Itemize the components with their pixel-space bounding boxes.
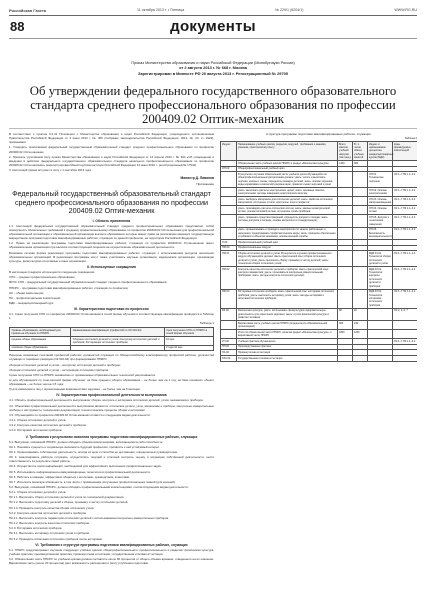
table-caption: Структура программы подготовки квалифицированных рабочих, служащих	[266, 132, 371, 136]
section-title: документы	[170, 18, 256, 35]
paragraph: В соответствии с пунктом 5.2.41 Положения о Министерстве образования и науки Российской Федерации, утвержденного постановлением Правительства Российской Федерации от 3 июня 2013 г. № 466 (Собрание законодательства Российской Федерации, 2013, № 23, ст. 2923), приказываю:	[9, 132, 214, 145]
table-cell: ОП.04. Основы оптики	[368, 206, 393, 215]
table-cell: ОК 2, 3, 6, 7	[393, 308, 418, 320]
table-row	[221, 215, 418, 227]
table-row	[221, 172, 418, 188]
headline-rule	[9, 128, 417, 129]
table-cell: Промежуточная аттестация	[237, 350, 338, 356]
paragraph: 3.1. Сроки получения СПО по профессии 200409.02 Оптик-механик в очной форме обучения и соответствующие квалификации приводятся в Таблице 1.	[9, 312, 214, 321]
appendix-label: Приложение	[196, 182, 214, 187]
table-cell: ОК 1–7 ПК 1.1–3.2	[393, 172, 418, 188]
signature: Министр Д. Ливанов	[180, 176, 214, 181]
table-row	[221, 188, 418, 197]
table-cell: уметь: организовывать и проводить мероприятия по защите работающих и населения; предпринимать профилактические меры; знать: принципы обеспечения устойчивости объектов экономики, основы военной службы;	[237, 227, 338, 239]
table-cell	[221, 188, 237, 197]
table-cell	[338, 206, 353, 215]
table-cell	[393, 321, 418, 330]
table-cell: 2 года 10 мес.	[164, 345, 213, 351]
paragraph: Перечень возможных сочетаний профессий рабочих, должностей служащих по Общероссийскому классификатору профессий рабочих, должностей служащих и тарифных разрядов (ОК 016-94) при формировании ППКРС:	[9, 353, 214, 362]
table-cell: УП.00	[221, 339, 237, 345]
table-cell	[393, 356, 418, 362]
table-cell	[338, 356, 353, 362]
table-cell: ОП.05. Допуски и технические измерения	[368, 215, 393, 227]
table-cell: 1800	[338, 330, 353, 339]
table-cell	[353, 251, 368, 267]
table-header-row	[221, 142, 418, 161]
order-registration: Зарегистрирован в Минюсте РФ 20 августа 2013 г. Регистрационный № 29705	[138, 70, 288, 76]
paragraph: 1.2. Право на реализацию программы подготовки квалифицированных рабочих, служащих по профессии 200409.02 Оптик-механик имеет образовательная организация при наличии соответствующей лицензии на осуществление образовательной деятельности.	[9, 241, 214, 250]
table-cell: Профессиональные модули	[237, 245, 338, 251]
paragraph: 5.2. Выпускник, освоивший ППКРС, должен обладать профессиональными компетенциями, соответствующими видам деятельности:	[9, 484, 189, 489]
paragraph: 4.1. Область профессиональной деятельности выпускников: сборка, контроль и юстировка оптических деталей, узлов, механизмов и приборов.	[9, 398, 204, 403]
table-cell: ПМ.00	[221, 245, 237, 251]
paragraph: ОК 6. Работать в команде, эффективно общаться с коллегами, руководством, клиентами.	[9, 474, 130, 479]
table-cell: уметь: производить расчеты оптических систем; знать: законы геометрической оптики, основы волновой оптики, оптические схемы приборов;	[237, 206, 338, 215]
paragraph: ПК 2.2. Выполнять контроль качества оптических приборов.	[9, 521, 90, 526]
paragraph: ОК 3. Анализировать рабочую ситуацию, осуществлять текущий и итоговый контроль, оценку и коррекцию собственной деятельности, нести ответственность за результаты своей работы.	[9, 455, 214, 464]
paragraph: 4.3. Обучающийся по профессии 200409.02 Оптик-механик готовится к следующим видам деятельности:	[9, 412, 151, 417]
paragraph: В настоящем стандарте используются следующие сокращения:	[9, 270, 95, 275]
paragraph: ОК 1. Понимать сущность и социальную значимость будущей профессии, проявлять к ней устойчивый интерес.	[9, 444, 160, 449]
paragraph: ПК – профессиональная компетенция;	[9, 295, 61, 300]
table-cell	[353, 188, 368, 197]
table-cell	[353, 289, 368, 308]
section-heading: IV. Характеристика профессиональной деятельности выпускников	[56, 393, 167, 398]
table-cell: П.00	[221, 240, 237, 246]
issue-number: № 229/1 (6204/1)	[275, 8, 304, 12]
table-cell	[338, 251, 353, 267]
paragraph: 1.1. Настоящий федеральный государственный образовательный стандарт среднего профессионального образования представляет собой совокупность обязательных требований к среднему профессиональному образованию по профессии 200409.02 Оптик-механик для профессиональной образовательной организации и образовательной организации высшего образования, которые имеют право на реализацию имеющих государственную аккредитацию программ подготовки квалифицированных рабочих, служащих по данной профессии, на территории Российской Федерации.	[9, 223, 214, 241]
table-cell	[221, 330, 237, 339]
table-cell	[221, 321, 237, 330]
table-cell: Юстировка оптических приборов. иметь практический опыт юстировки оптических приборов; уметь: выполнять юстировку узлов; знать: методы юстировки и испытаний оптических приборов;	[237, 289, 338, 308]
qualification-table	[9, 327, 214, 351]
section-rule	[9, 38, 417, 39]
table-cell: ПМ.01	[221, 251, 237, 267]
table-cell: Вариативная часть учебных циклов ППКРС (определяется образовательной организацией)	[237, 321, 338, 330]
paragraph: 5.2.3. Юстировка оптических приборов.	[9, 526, 63, 531]
headline: Об утверждении федерального государственного образовательного стандарта среднего профессионального образования по профессии 200409.02 Оптик-механик	[29, 84, 397, 127]
paragraph: ПК 2.1. Выполнять контроль параметров оптических деталей с использованием контрольно-измерительных приборов.	[9, 515, 169, 520]
table-cell	[221, 206, 237, 215]
table-cell: ОК 1–7 ПК 3.1–3.2	[393, 289, 418, 308]
paragraph: ПК 1.1. Выполнять сборку оптических деталей и узлов по технической документации.	[9, 495, 125, 500]
section-heading: II. Используемые сокращения	[87, 265, 136, 270]
paragraph: 4.3.1. Сборка оптических деталей и узлов.	[9, 418, 67, 423]
intro-paragraphs	[9, 132, 214, 172]
site-link[interactable]: WWW.RG.RU	[394, 8, 417, 12]
table-header-cell: Коды формируемых компетенций	[393, 142, 418, 161]
table-cell	[353, 356, 368, 362]
table-cell: ПП.00	[221, 344, 237, 350]
top-rule	[9, 15, 417, 16]
table-cell: Учебная практика обучающихся	[237, 339, 338, 345]
program-structure-table	[220, 141, 417, 362]
table-cell: ПМ.02	[221, 267, 237, 290]
table-row	[10, 337, 214, 346]
table-cell	[338, 267, 353, 290]
table-label: Таблица 1	[199, 321, 214, 326]
paragraph: 1. Утвердить прилагаемый федеральный государственный образовательный стандарт среднего профессионального образования по профессии 200409.02 Оптик-механик.	[9, 145, 214, 154]
paragraph: ПК 3.1. Выполнять юстировку оптических узлов и приборов.	[9, 531, 90, 536]
table-cell: ОП.03. Основы материаловедения	[369, 197, 392, 205]
paragraph: ПК 3.2. Проводить испытания оптических приборов после юстировки.	[9, 536, 103, 541]
section-heading: III. Характеристика подготовки по профессии	[74, 307, 149, 312]
table-row	[221, 356, 418, 362]
table-cell: ОК 1–7 ПК 2.1–2.2	[393, 267, 418, 290]
paragraph: ППКРС – программа подготовки квалифицированных рабочих, служащих по профессии;	[9, 285, 129, 290]
table-row	[221, 206, 418, 215]
table-cell	[338, 227, 353, 239]
table-row	[221, 321, 418, 330]
paragraph: 4.2. Объектами профессиональной деятельности выпускников являются: оптические детали, узлы, механизмы и приборы; контрольно-измерительные приборы и инструменты; техническая документация; технологические процессы сборки и юстировки.	[9, 403, 214, 412]
paragraph: 2. Признать утратившим силу приказ Министерства образования и науки Российской Федерации от 14 апреля 2010 г. № 364 «Об утверждении и введении в действие федерального государственного образовательного стандарта начального профессионального образования по профессии 200409.02 Оптик-механик» (зарегистрирован Министерством юстиции Российской Федерации 14 июня 2010 г., регистрационный № 17542).	[9, 154, 214, 168]
paragraph: ФГОС СПО – федеральный государственный образовательный стандарт среднего профессионального образования;	[9, 280, 168, 285]
table-cell: ОП.06. Безопасность жизнедеятельности	[369, 228, 392, 239]
table-cell: Профессиональный учебный цикл	[237, 240, 338, 246]
table-row	[221, 197, 418, 206]
left-column	[9, 132, 214, 592]
table-cell	[338, 215, 353, 227]
table-cell: ОК 1–7 ПК 1.1–3.2	[393, 227, 418, 239]
table-cell: 10 мес.	[164, 337, 213, 346]
section-heading: VI. Требования к структуре программы подготовки квалифицированных рабочих, служащих	[35, 542, 188, 547]
paragraph: Возможна сетевая форма реализации программы подготовки квалифицированных рабочих, служащих с использованием ресурсов нескольких образовательных организаций. В реализации программы могут также участвовать научные организации, медицинские организации, организации культуры, физкультурно-спортивные и иные организации.	[9, 250, 214, 263]
table-cell: 360	[338, 321, 353, 330]
paragraph: 5.1. Выпускник, освоивший ППКРС, должен обладать общими компетенциями, включающими в себя способность:	[9, 439, 164, 444]
table-cell	[338, 289, 353, 308]
table-cell	[353, 227, 368, 239]
paragraph: ОК 5. Использовать информационно-коммуникационные технологии в профессиональной деятельности.	[9, 469, 151, 474]
table-cell: 40	[353, 308, 368, 320]
table-cell	[221, 215, 237, 227]
table-label: Таблица 2	[404, 137, 417, 140]
table-header-cell: Индекс	[221, 142, 237, 161]
table-cell	[368, 330, 393, 339]
table-cell	[393, 330, 418, 339]
table-cell	[368, 308, 393, 320]
paragraph: 6.1. ППКРС предусматривает изучение следующих учебных циклов: общепрофессионального; профессионального и разделов: физическая культура; учебная практика; производственная практика; промежуточная аттестация; государственная итоговая аттестация.	[9, 547, 214, 556]
table-cell	[338, 172, 353, 188]
competency-list	[9, 440, 214, 541]
paragraph: Сроки получения СПО по ППКРС независимо от применяемых образовательных технологий увеличиваются:	[9, 372, 156, 377]
table-cell: ОК 1–7 ПК 1.1–3.2	[393, 215, 418, 227]
standard-title: Федеральный государственный образовательный стандарт среднего профессионального образования по профессии 200409.02 Оптик-механик	[12, 189, 211, 216]
table-cell: Контроль качества оптических деталей и приборов. иметь практический опыт контроля параметров; уметь: пользоваться контрольно-измерительными приборами; знать: методы контроля оптических деталей;	[237, 267, 338, 290]
page-number: 88	[10, 19, 25, 34]
paragraph: б) для инвалидов и лиц с ограниченными возможностями здоровья – не более чем на 6 месяцев.	[9, 387, 141, 392]
table-cell	[338, 197, 353, 206]
paragraph: ПК 1.2. Выполнять подготовку деталей к сборке, промывку и чистку оптических деталей.	[9, 500, 129, 505]
paragraph: ОК 4. Осуществлять поиск информации, необходимой для эффективного выполнения профессиональных задач.	[9, 464, 162, 469]
table-cell: ОП.01. Техническое черчение	[368, 172, 393, 188]
table-header-cell: В т.ч. часов обязат. учебных занятий	[353, 142, 368, 161]
paragraph: 6.2. Обязательная часть ППКРС по учебным циклам должна составлять около 80 процентов от общего объема времени, отведенного на их освоение. Вариативная часть (около 20 процентов) дает возможность расширения и (или) углубления подготовки.	[9, 557, 214, 566]
paragraph: сборщик оптических деталей и узлов – юстировщик оптических приборов.	[9, 367, 109, 372]
table-cell: МДК.01.01. Технология сборки оптических деталей и узлов	[369, 251, 391, 266]
table-cell: ОП.00	[221, 166, 237, 172]
table-cell: Итого по обязательной части ППКРС, включая раздел «Физическая культура», и вариативной части ППКРС	[237, 330, 338, 339]
table-cell: ОП.02. Основы электротехники	[368, 188, 393, 197]
right-column	[220, 132, 417, 592]
paragraph: 5.2.2. Контроль качества оптических деталей и приборов.	[9, 510, 87, 515]
table-cell	[338, 188, 353, 197]
table-row	[221, 227, 418, 239]
table-row	[221, 289, 418, 308]
table-cell: ОК 1–7 ПК 1.1–1.3	[393, 251, 418, 267]
table-cell: МДК.03.01. Технология юстировки оптических приборов	[368, 289, 393, 308]
order-date-line: от 2 августа 2013 г. № 668 г. Москва	[179, 65, 247, 71]
table-cell: Сборка оптических деталей и узлов. В результате изучения профессионального модуля обучающийся должен: иметь практический опыт сборки оптических деталей и узлов; уметь: выполнять сборку, промывку и чистку деталей; знать: технологию сборки оптических узлов;	[237, 251, 338, 267]
table-header-cell: Наименование квалификации (профессий по ОК 016-94)	[71, 328, 164, 337]
table-cell	[353, 206, 368, 215]
table-cell: В результате изучения обязательной части учебного цикла обучающийся по общепрофессиональным дисциплинам должен: уметь: читать и выполнять чертежи, эскизы и схемы; определять размеры деталей; знать: основы черчения, виды нормативно-технической документации, правила чтения чертежей и схем;	[237, 172, 338, 188]
paragraph: ОК 2. Организовывать собственную деятельность, исходя из цели и способов ее достижения, определенных руководителем.	[9, 449, 178, 454]
table-cell	[353, 267, 368, 290]
table-cell	[71, 345, 164, 351]
paragraph: ОК 7. Исполнять воинскую обязанность, в том числе с применением полученных профессиональных знаний (для юношей).	[9, 479, 176, 484]
paragraph: 3. Настоящий приказ вступает в силу с 1 сентября 2013 года.	[9, 168, 92, 173]
paragraph: ОК – общая компетенция;	[9, 290, 44, 295]
table-cell: ПМ.03	[221, 289, 237, 308]
table-row	[221, 308, 418, 320]
paragraph: 4.3.2. Контроль качества оптических деталей и приборов.	[9, 423, 87, 428]
table-cell: ФК.00	[221, 308, 237, 320]
paragraph: СПО – среднее профессиональное образование;	[9, 275, 76, 280]
table-cell: Обязательная часть учебных циклов ППКРС и раздел «Физическая культура»	[237, 161, 338, 167]
table-cell: Физическая культура. уметь: использовать физкультурно-оздоровительную деятельность для укрепления здоровья; знать: о роли физической культуры в развитии человека;	[237, 308, 338, 320]
table-row	[221, 267, 418, 290]
paragraph: а) для обучающихся по очно-заочной форме обучения: на базе среднего общего образования – не более чем на 1 год; на базе основного общего образования – не более чем на 1,5 года;	[9, 378, 214, 387]
table-cell: уметь: применять средства измерений, определять допуски и посадки; знать: системы допусков и посадок, основы метрологии и стандартизации;	[237, 215, 338, 227]
table-cell	[221, 197, 237, 206]
order-issuer: Приказ Министерства образования и науки Российской Федерации (Минобрнауки России)	[131, 60, 295, 65]
table-cell	[368, 321, 393, 330]
table-cell: 240	[353, 321, 368, 330]
table-cell: уметь: выбирать материалы для оптических деталей; знать: свойства оптических материалов, оптическое стекло, кристаллы, клеи и покрытия;	[237, 197, 338, 206]
table-cell: Государственная итоговая аттестация	[237, 356, 338, 362]
paragraph: ПК 1.3. Проводить контроль качества сборки оптических узлов.	[9, 505, 95, 510]
table-row	[10, 345, 214, 351]
table-cell	[353, 172, 368, 188]
table-cell: МДК.02.01. Технология контроля оптических деталей и приборов	[368, 267, 393, 290]
paragraph: 4.3.3. Юстировка оптических приборов.	[9, 428, 63, 433]
masthead-strip	[9, 6, 417, 14]
section-heading: I. Область применения	[92, 218, 131, 223]
table-cell: основное общее образование	[10, 345, 71, 351]
paragraph: сборщик оптических деталей и узлов – контролер оптических деталей и приборов;	[9, 362, 121, 367]
table-cell	[368, 356, 393, 362]
paragraph: МДК – междисциплинарный курс.	[9, 300, 55, 305]
table-cell: ПА.00	[221, 350, 237, 356]
table-cell: Сборщик оптических деталей и узлов; Контролер оптических деталей и приборов; Юстировщик оптических приборов	[71, 337, 164, 346]
table-header-cell: Срок получения СПО по ППКРС в очной форме обучения	[164, 328, 213, 337]
table-cell	[221, 227, 237, 239]
table-header-cell: Наименование учебных циклов, разделов, модулей, требования к знаниям, умениям, практическому опыту	[237, 142, 338, 161]
table-cell: уметь: выполнять расчеты электрических цепей; знать: основные понятия электротехники, методы измерения электрических величин;	[237, 188, 338, 197]
table-cell: 1200	[353, 330, 368, 339]
table-cell	[221, 172, 237, 188]
table-cell: ОК 1–7 ПК 1.1–3.2	[393, 197, 418, 206]
table-cell: Производственная практика	[237, 344, 338, 350]
table-cell	[353, 197, 368, 206]
table-header-cell: Индекс и наименование дисциплин, междисциплинарных курсов (МДК)	[369, 142, 394, 160]
section-heading: V. Требования к результатам освоения программы подготовки квалифицированных рабочих, служащих	[25, 434, 198, 439]
table-cell: 960	[353, 161, 368, 167]
table-cell: 1440	[338, 161, 353, 167]
order-block	[40, 60, 386, 76]
table-cell: ОК 1–7 ПК 1.1–3.2	[393, 339, 418, 345]
table-row	[221, 251, 418, 267]
table-cell: среднее общее образование	[10, 337, 71, 346]
table-cell: ГИА.00	[221, 356, 237, 362]
table-cell: ОК 1–7 ПК 1.1–3.2	[393, 206, 418, 215]
table-cell: ОК 1–7 ПК 1.1–3.2	[393, 188, 418, 197]
table-row	[221, 330, 418, 339]
table-header-cell: Уровень образования, необходимый для приема на обучение по ППКРС	[10, 328, 71, 337]
table-cell: 80	[338, 308, 353, 320]
table-header-row	[10, 328, 214, 337]
table-cell: Общепрофессиональный учебный цикл	[237, 166, 338, 172]
paper-name: Российская Газета	[9, 7, 47, 13]
table-header-cell: Всего максим. учебной нагрузки (час./нед.)	[339, 142, 351, 160]
table-cell	[353, 215, 368, 227]
paragraph: 5.2.1. Сборка оптических деталей и узлов.	[9, 490, 67, 495]
issue-date: 11 октября 2013 г. • Пятница	[136, 8, 185, 12]
